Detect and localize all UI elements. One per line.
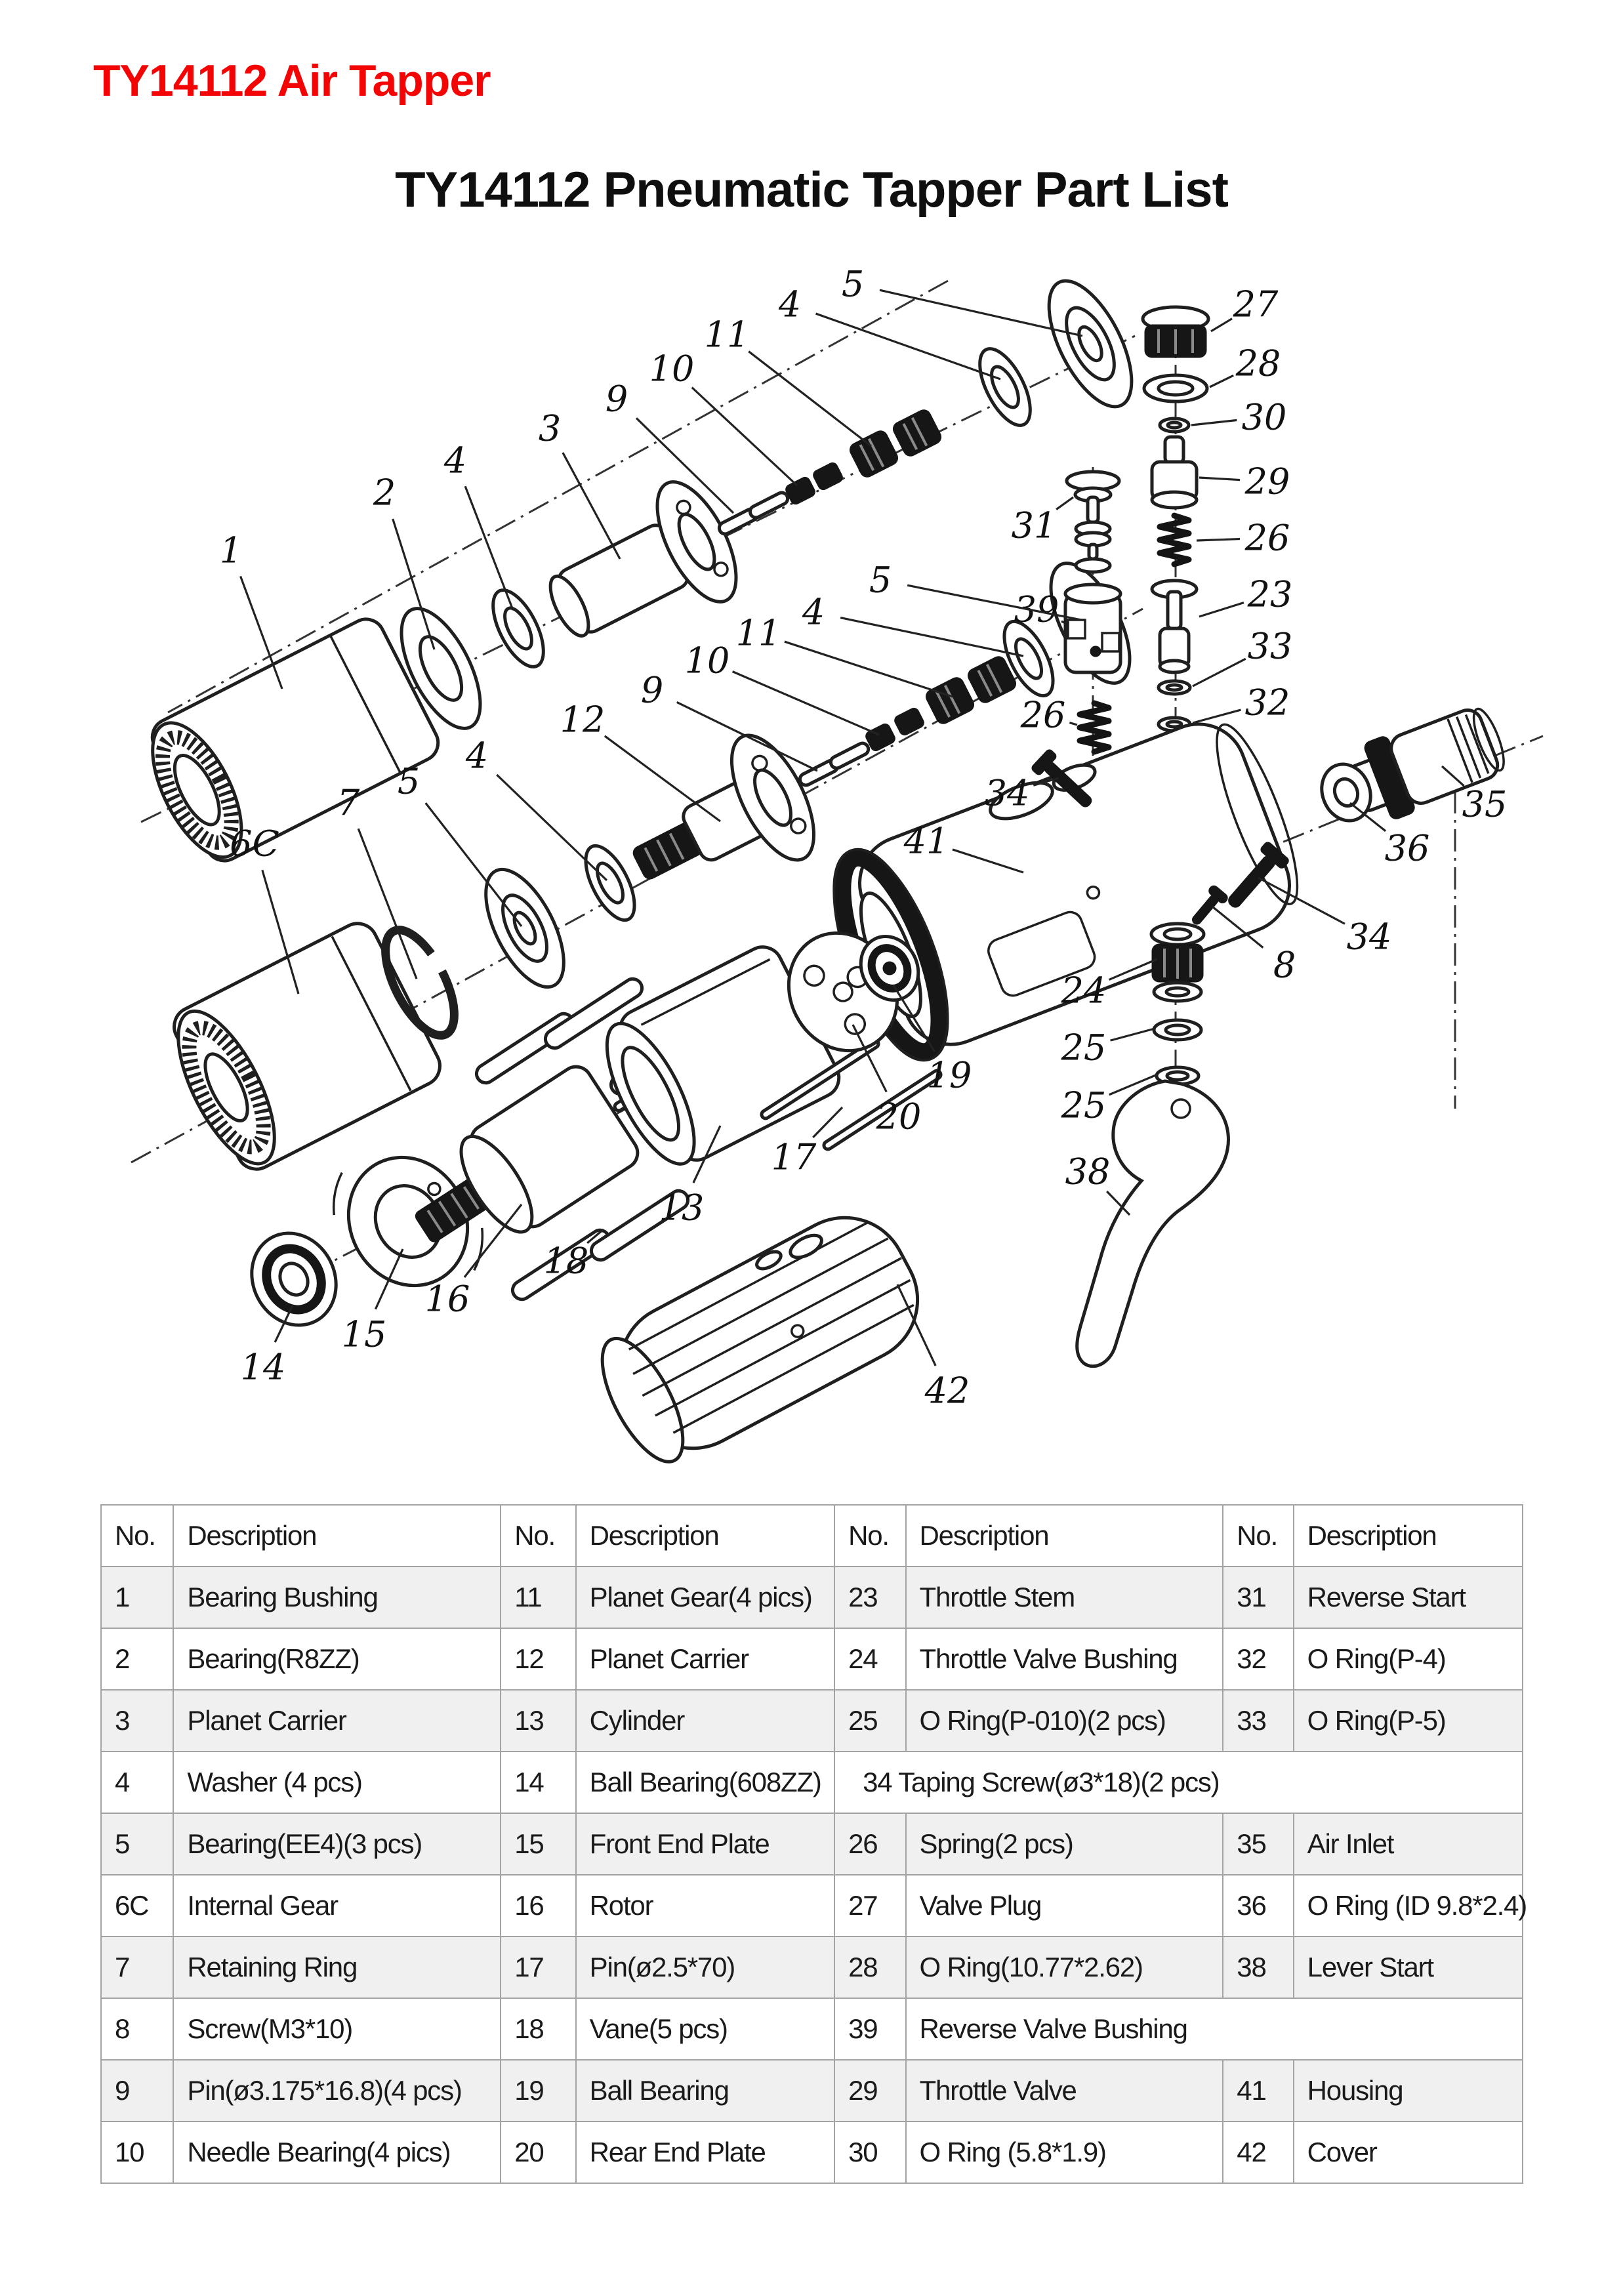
callout-label-34: 34 (984, 772, 1030, 814)
leader-line (1191, 420, 1237, 425)
table-row (101, 1998, 1523, 2060)
part-desc-cell: Screw(M3*10) (173, 1998, 501, 2060)
part-no-cell: 15 (501, 1813, 575, 1875)
callout-label-5: 5 (869, 559, 892, 601)
callout-label-12: 12 (560, 699, 606, 741)
callout-label-25: 25 (1061, 1027, 1107, 1069)
part-no-cell: 5 (101, 1813, 173, 1875)
part-no-cell: 18 (501, 1998, 575, 2060)
callout-label-42: 42 (924, 1370, 970, 1412)
part-bearing-5a (1032, 269, 1148, 419)
part-desc-cell: Washer (4 pcs) (173, 1752, 501, 1813)
part-desc-cell: O Ring(10.77*2.62) (906, 1937, 1223, 1998)
part-no-cell: 29 (834, 2060, 905, 2122)
callout-label-8: 8 (1273, 944, 1296, 986)
leader-line (563, 453, 620, 559)
part-reverse-start-31 (1067, 472, 1119, 572)
part-ball-bearing-14 (236, 1219, 352, 1340)
part-desc-cell: Rear End Plate (576, 2122, 834, 2183)
part-desc-cell: Pin(ø3.175*16.8)(4 pcs) (173, 2060, 501, 2122)
callout-label-10: 10 (649, 348, 695, 390)
part-no-cell: 24 (834, 1628, 905, 1690)
callout-label-33: 33 (1247, 625, 1293, 667)
part-no-cell: 12 (501, 1628, 575, 1690)
parts-table (100, 1504, 1527, 2184)
callout-label-23: 23 (1247, 573, 1293, 615)
part-no-cell: 20 (501, 2122, 575, 2183)
part-no-cell: 25 (834, 1690, 905, 1752)
table-row (101, 2122, 1523, 2183)
leader-line (605, 736, 720, 821)
part-no-cell: 17 (501, 1937, 575, 1998)
part-desc-cell: Vane(5 pcs) (576, 1998, 834, 2060)
part-no-cell: 32 (1223, 1628, 1293, 1690)
table-row (101, 1628, 1523, 1690)
callout-label-3: 3 (538, 407, 562, 449)
part-desc-cell: Planet Carrier (576, 1628, 834, 1690)
table-row (101, 1567, 1523, 1628)
callout-label-38: 38 (1065, 1151, 1111, 1193)
part-no-cell: 4 (101, 1752, 173, 1813)
part-desc-cell: O Ring (5.8*1.9) (906, 2122, 1223, 2183)
col-header-no-4: No. (1223, 1505, 1293, 1567)
leader-line (1199, 603, 1244, 617)
page-title: TY14112 Pneumatic Tapper Part List (395, 162, 1228, 218)
callout-label-32: 32 (1244, 682, 1290, 724)
col-header-description-1: Description (173, 1505, 501, 1567)
callout-label-19: 19 (926, 1054, 972, 1096)
leader-line (785, 642, 953, 697)
part-desc-cell: Bearing(R8ZZ) (173, 1628, 501, 1690)
callout-label-36: 36 (1384, 827, 1430, 869)
callout-label-5: 5 (397, 760, 421, 802)
callout-label-16: 16 (424, 1278, 470, 1320)
callout-label-9: 9 (640, 669, 664, 711)
part-desc-cell: O Ring(P-4) (1294, 1628, 1523, 1690)
callout-label-27: 27 (1233, 283, 1279, 325)
part-bearing-5b (470, 858, 579, 999)
part-desc-cell: 34 Taping Screw(ø3*18)(2 pcs) (834, 1752, 1523, 1813)
leader-line (1056, 497, 1073, 510)
callout-label-4: 4 (443, 440, 467, 482)
part-reverse-valve-bushing-39 (1065, 584, 1120, 672)
leader-line (749, 352, 871, 446)
part-no-cell: 35 (1223, 1813, 1293, 1875)
part-desc-cell: Reverse Valve Bushing (906, 1998, 1523, 2060)
part-planet-gear-11c (924, 676, 976, 725)
doc-model-title-red: TY14112 Air Tapper (93, 56, 491, 106)
part-no-cell: 23 (834, 1567, 905, 1628)
callout-label-11: 11 (735, 612, 781, 654)
callout-label-28: 28 (1235, 342, 1281, 384)
callout-label-4: 4 (802, 591, 825, 633)
part-oring-30 (1160, 419, 1189, 432)
leader-line (1199, 478, 1240, 480)
part-desc-cell: Front End Plate (576, 1813, 834, 1875)
part-desc-cell: Cylinder (576, 1690, 834, 1752)
callout-label-11: 11 (704, 314, 750, 356)
callout-label-20: 20 (876, 1096, 922, 1138)
leader-line (840, 618, 1023, 656)
part-no-cell: 13 (501, 1690, 575, 1752)
part-no-cell: 28 (834, 1937, 905, 1998)
part-no-cell: 8 (101, 1998, 173, 2060)
table-row (101, 1690, 1523, 1752)
leader-line (1111, 1029, 1155, 1040)
part-desc-cell: Pin(ø2.5*70) (576, 1937, 834, 1998)
part-no-cell: 33 (1223, 1690, 1293, 1752)
part-oring-28 (1144, 375, 1207, 401)
part-spring-26b (1080, 703, 1109, 752)
leader-line (497, 775, 607, 880)
table-row (101, 1875, 1523, 1937)
part-no-cell: 2 (101, 1628, 173, 1690)
table-row (101, 1813, 1523, 1875)
part-no-cell: 16 (501, 1875, 575, 1937)
part-desc-cell: Cover (1294, 2122, 1523, 2183)
callout-label-35: 35 (1462, 783, 1508, 825)
callout-label-30: 30 (1241, 396, 1287, 438)
part-desc-cell: Lever Start (1294, 1937, 1523, 1998)
col-header-description-2: Description (576, 1505, 834, 1567)
callout-label-5: 5 (841, 263, 865, 305)
part-no-cell: 14 (501, 1752, 575, 1813)
table-header-row (101, 1505, 1523, 1567)
part-bearing-bushing-1 (133, 613, 444, 874)
part-needle-bearing-10b (812, 462, 843, 491)
part-spring-26a (1160, 516, 1189, 564)
callout-label-4: 4 (465, 735, 489, 777)
leader-line (692, 388, 797, 485)
callout-label-15: 15 (341, 1313, 387, 1355)
part-desc-cell: Needle Bearing(4 pics) (173, 2122, 501, 2183)
table-row (101, 1752, 1523, 1813)
part-desc-cell: Bearing Bushing (173, 1567, 501, 1628)
callout-label-10: 10 (684, 640, 730, 682)
part-no-cell: 19 (501, 2060, 575, 2122)
part-no-cell: 27 (834, 1875, 905, 1937)
part-no-cell: 39 (834, 1998, 905, 2060)
part-desc-cell: Planet Carrier (173, 1690, 501, 1752)
callout-label-2: 2 (373, 472, 396, 514)
part-throttle-valve-bushing-24 (1151, 924, 1204, 1001)
part-desc-cell: Spring(2 pcs) (906, 1813, 1223, 1875)
part-planet-carrier-12 (632, 723, 831, 880)
callout-label-39: 39 (1014, 588, 1059, 630)
callout-label-18: 18 (543, 1240, 589, 1282)
part-desc-cell: Throttle Stem (906, 1567, 1223, 1628)
part-desc-cell: O Ring(P-010)(2 pcs) (906, 1690, 1223, 1752)
part-desc-cell: Planet Gear(4 pics) (576, 1567, 834, 1628)
leader-line (816, 314, 1000, 379)
part-throttle-valve-29 (1152, 437, 1197, 508)
callout-label-9: 9 (605, 378, 628, 420)
part-planet-carrier-3 (543, 470, 752, 642)
part-desc-cell: Retaining Ring (173, 1937, 501, 1998)
leader-line (1211, 319, 1232, 331)
part-desc-cell: Throttle Valve Bushing (906, 1628, 1223, 1690)
callout-label-13: 13 (659, 1187, 705, 1229)
callout-label-14: 14 (240, 1346, 286, 1388)
leader-line (426, 803, 522, 926)
part-desc-cell: Valve Plug (906, 1875, 1223, 1937)
part-no-cell: 38 (1223, 1937, 1293, 1998)
leader-line (1210, 375, 1233, 387)
col-header-no-3: No. (834, 1505, 905, 1567)
callout-label-26: 26 (1244, 517, 1290, 559)
part-planet-gear-11a (848, 429, 899, 478)
callout-label-29: 29 (1244, 461, 1290, 502)
part-desc-cell: Ball Bearing (576, 2060, 834, 2122)
part-no-cell: 1 (101, 1567, 173, 1628)
callout-label-7: 7 (337, 782, 360, 824)
part-no-cell: 36 (1223, 1875, 1293, 1937)
part-desc-cell: Internal Gear (173, 1875, 501, 1937)
part-valve-plug-27 (1143, 307, 1208, 357)
part-needle-bearing-10a (785, 476, 815, 505)
part-desc-cell: O Ring (ID 9.8*2.4) (1294, 1875, 1523, 1937)
part-no-cell: 7 (101, 1937, 173, 1998)
callout-label-17: 17 (771, 1136, 817, 1178)
callout-label-6C: 6C (230, 823, 279, 865)
leader-line (465, 486, 513, 610)
col-header-no-1: No. (101, 1505, 173, 1567)
part-desc-cell: Housing (1294, 2060, 1523, 2122)
part-oring-33 (1159, 681, 1190, 694)
part-no-cell: 11 (501, 1567, 575, 1628)
part-desc-cell: Air Inlet (1294, 1813, 1523, 1875)
part-no-cell: 9 (101, 2060, 173, 2122)
callout-label-34: 34 (1346, 916, 1392, 958)
part-desc-cell: Reverse Start (1294, 1567, 1523, 1628)
leader-line (1197, 539, 1240, 541)
part-no-cell: 26 (834, 1813, 905, 1875)
part-desc-cell: Ball Bearing(608ZZ) (576, 1752, 834, 1813)
part-needle-bearing-10d (894, 707, 924, 736)
callout-label-1: 1 (219, 529, 243, 571)
callout-label-31: 31 (1011, 504, 1057, 546)
leader-line (1193, 710, 1241, 723)
callout-label-4: 4 (778, 283, 802, 325)
col-header-description-4: Description (1294, 1505, 1523, 1567)
part-pin-9d (829, 741, 870, 770)
leader-line (1069, 723, 1077, 725)
part-internal-gear-6c (157, 917, 447, 1181)
part-no-cell: 10 (101, 2122, 173, 2183)
part-no-cell: 42 (1223, 2122, 1293, 2183)
col-header-no-2: No. (501, 1505, 575, 1567)
part-no-cell: 30 (834, 2122, 905, 2183)
leader-line (1193, 659, 1246, 686)
col-header-description-3: Description (906, 1505, 1223, 1567)
part-no-cell: 3 (101, 1690, 173, 1752)
callout-label-41: 41 (903, 820, 949, 862)
part-no-cell: 31 (1223, 1567, 1293, 1628)
callout-label-25: 25 (1061, 1084, 1107, 1126)
part-desc-cell: Bearing(EE4)(3 pcs) (173, 1813, 501, 1875)
part-throttle-stem-23 (1152, 581, 1197, 672)
part-no-cell: 41 (1223, 2060, 1293, 2122)
callout-label-24: 24 (1061, 970, 1107, 1012)
part-desc-cell: O Ring(P-5) (1294, 1690, 1523, 1752)
callout-label-26: 26 (1020, 694, 1066, 736)
part-oring-25a (1154, 1020, 1201, 1040)
part-desc-cell: Throttle Valve (906, 2060, 1223, 2122)
leader-line (733, 672, 879, 735)
part-washer-4a (483, 583, 554, 674)
part-no-cell: 6C (101, 1875, 173, 1937)
table-row (101, 1937, 1523, 1998)
part-desc-cell: Rotor (576, 1875, 834, 1937)
table-row (101, 2060, 1523, 2122)
